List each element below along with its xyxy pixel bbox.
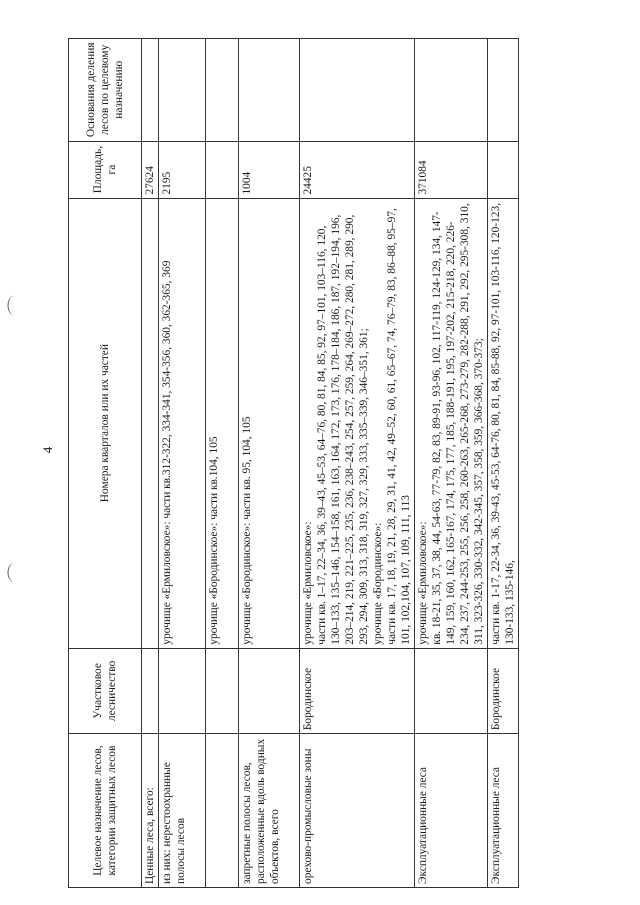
cell-basis — [300, 39, 415, 142]
cell-area — [488, 141, 519, 198]
table-row — [488, 39, 519, 888]
page-number: 4 — [40, 446, 55, 454]
tract-name: урочище «Бородинское»: — [372, 522, 384, 645]
cell-area: 371084 — [415, 141, 488, 198]
cell-purpose: Ценные леса, всего: — [142, 734, 159, 888]
cell-quarters: части кв. 1-17, 22-34, 36, 39-43, 45-53, 64-76, 80, 81, 84, 85-88, 92, 97-101, 103-116, 120-123, 130-133, 135-146, — [488, 198, 519, 648]
punch-hole-mark — [8, 296, 23, 316]
punch-hole-mark — [8, 563, 23, 583]
cell-forestry: Бородинское — [300, 648, 415, 733]
cell-quarters — [415, 198, 488, 648]
cell-area: 2195 — [159, 141, 206, 198]
table-row — [159, 39, 206, 888]
tract-name: урочище «Ермиловское»: — [302, 521, 314, 645]
cell-forestry — [206, 648, 239, 733]
cell-forestry — [159, 648, 206, 733]
quarter-list: части кв. 17, 18, 19, 21, 28, 29, 31, 41, 42, 49–52, 60, 61, 65–67, 74, 76–79, 83, 86–88, 95–97, 101, 102,104, 107, 109, 111, 113 — [386, 208, 412, 645]
cell-quarters: урочище «Бородинское»: части кв. 95, 104, 105 — [239, 198, 300, 648]
cell-basis — [488, 39, 519, 142]
cell-purpose: орехово-промысловые зоны — [300, 734, 415, 888]
header-quarters: Номера кварталов или их частей — [69, 198, 142, 648]
cell-purpose: Эксплуатационные леса — [415, 734, 488, 888]
cell-basis — [415, 39, 488, 142]
cell-area: 1004 — [239, 141, 300, 198]
cell-quarters: урочище «Ермиловское»: части кв.312-322, 334-341, 354-356, 360, 362-365, 369 — [159, 198, 206, 648]
cell-forestry — [415, 648, 488, 733]
cell-basis — [159, 39, 206, 142]
header-purpose: Целевое назначение лесов, категории защитных лесов — [69, 734, 142, 888]
cell-area: 24425 — [300, 141, 415, 198]
cell-purpose: из них: нерестоохранные полосы лесов — [159, 734, 206, 888]
cell-purpose — [206, 734, 239, 888]
cell-quarters — [300, 198, 415, 648]
rotated-page-content — [40, 38, 600, 888]
header-forestry: Участковое лесничество — [69, 648, 142, 733]
cell-purpose: Эксплуатационные леса — [488, 734, 519, 888]
quarter-list: кв. 18-21, 35, 37, 38, 44, 54-63, 77-79, 82, 83, 89-91, 93-96, 102, 117-119, 124-129, 134, 147-149, 159, 160, 162, 165-167, 174, 175, 177, 185, 188-191, 195, 197-202, 215-218, 220, 226-234, 237, 244-253, 255, 256, 258, 260-263, 265-268, 273-279, 282-288, 291, 292, 295-308, 310, 311, 323-326, 330-332, 342-345, 357, 358, 359, 366-368, 370-373; — [431, 203, 485, 645]
cell-basis — [142, 39, 159, 142]
header-area: Площадь, га — [69, 141, 142, 198]
cell-area: 27624 — [142, 141, 159, 198]
cell-forestry — [142, 648, 159, 733]
table-row — [415, 39, 488, 888]
cell-forestry — [239, 648, 300, 733]
cell-area — [206, 141, 239, 198]
table-row — [300, 39, 415, 888]
table-row — [239, 39, 300, 888]
tract-name: урочище «Ермиловское»: — [417, 521, 429, 645]
table-header-row — [69, 39, 142, 888]
forest-purpose-table — [68, 38, 519, 888]
table-row — [206, 39, 239, 888]
cell-quarters: урочище «Бородинское»: части кв.104, 105 — [206, 198, 239, 648]
cell-basis — [206, 39, 239, 142]
cell-quarters — [142, 198, 159, 648]
table-row — [142, 39, 159, 888]
cell-forestry: Бородинское — [488, 648, 519, 733]
cell-basis — [239, 39, 300, 142]
cell-purpose: запретные полосы лесов, расположенные вдоль водных объектов, всего — [239, 734, 300, 888]
quarter-list: части кв. 1–17, 22–34, 36, 39–43, 45–53, 64–76, 80, 81, 84, 85, 92, 97–101, 103–116, 120, 130–133, 135–146, 154–158, 161, 163, 164, 172, 173, 176, 178–184, 186, 187, 192–194, 196, 203–214, 219, 221–225, 235, 236, 238–243, 254, 257, 259, 264, 269–272, 280, 281, 289, 290, 293, 294, 309, 313, 318, 319, 327, 329, 333, 335–339, 346–351, 361; — [316, 214, 370, 645]
header-basis: Основания деления лесов по целевому назначению — [69, 39, 142, 142]
